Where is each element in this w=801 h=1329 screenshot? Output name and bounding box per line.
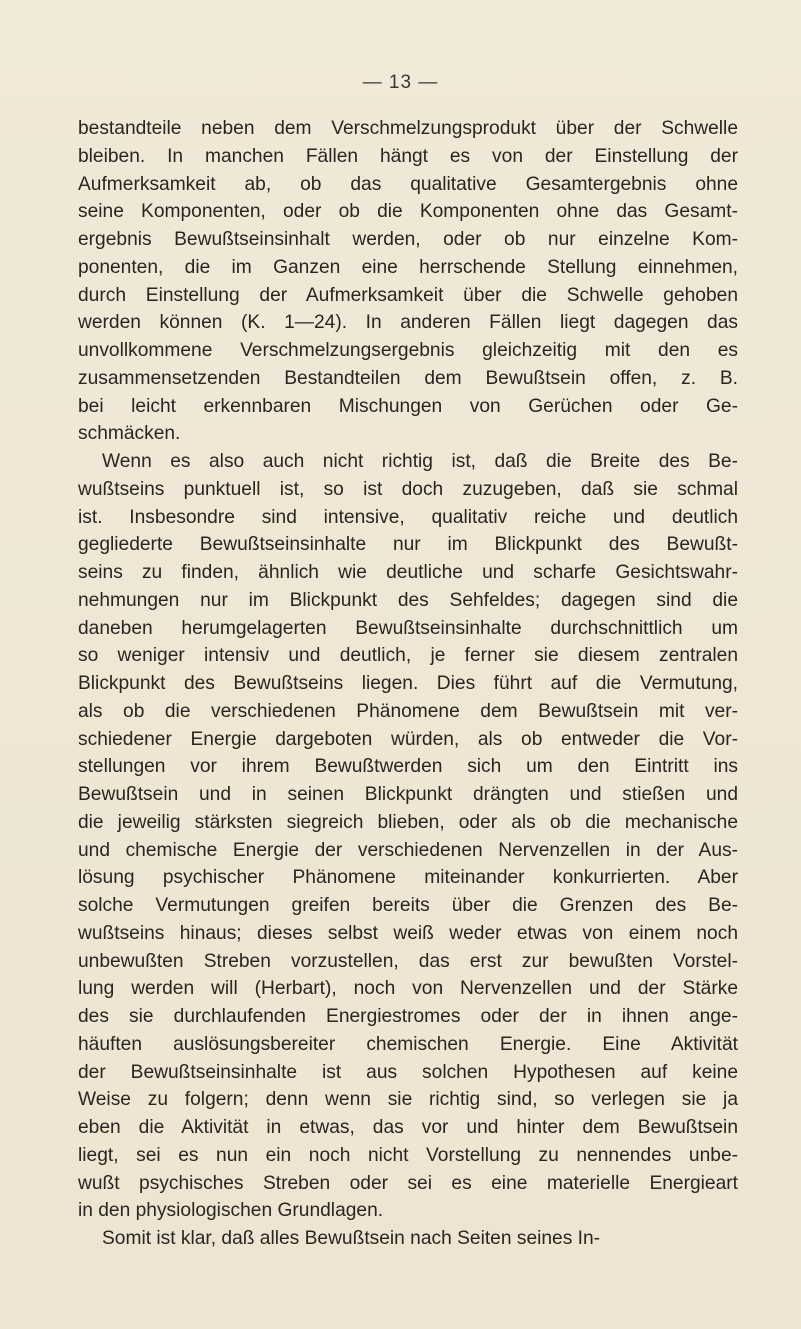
text-line: bleiben. In manchen Fällen hängt es von der Einstellung der <box>78 145 738 167</box>
text-line: zusammensetzenden Bestandteilen dem Bewußtsein offen, z. B. <box>78 367 738 389</box>
text-line: die jeweilig stärksten siegreich blieben, oder als ob die mechanische <box>78 811 738 833</box>
text-line: wußtseins punktuell ist, so ist doch zuzugeben, daß sie schmal <box>78 478 738 500</box>
page-number: — 13 — <box>362 72 439 93</box>
text-line: Blickpunkt des Bewußtseins liegen. Dies führt auf die Vermutung, <box>78 673 738 694</box>
text-line: werden können (K. 1—24). In anderen Fällen liegt dagegen das <box>78 312 738 334</box>
text-line: durch Einstellung der Aufmerksamkeit über die Schwelle gehoben <box>78 284 738 306</box>
text-line: ponenten, die im Ganzen eine herrschende Stellung einnehmen, <box>78 256 738 278</box>
text-line: so weniger intensiv und deutlich, je ferner sie diesem zentralen <box>78 645 738 667</box>
text-line: seine Komponenten, oder ob die Komponenten ohne das Gesamt- <box>78 201 738 223</box>
text-line: schmäcken. <box>78 423 181 445</box>
text-line: ergebnis Bewußtseinsinhalt werden, oder ob nur einzelne Kom- <box>78 229 738 250</box>
text-line: Somit ist klar, daß alles Bewußtsein nach Seiten seines In- <box>102 1228 601 1249</box>
text-line: bestandteile neben dem Verschmelzungsprodukt über der Schwelle <box>78 118 738 139</box>
text-line: gegliederte Bewußtseinsinhalte nur im Blickpunkt des Bewußt- <box>78 534 738 556</box>
text-line: liegt, sei es nun ein noch nicht Vorstellung zu nennendes unbe- <box>78 1144 738 1166</box>
text-line: Weise zu folgern; denn wenn sie richtig sind, so verlegen sie ja <box>78 1089 738 1111</box>
text-line: bei leicht erkennbaren Mischungen von Gerüchen oder Ge- <box>78 395 738 417</box>
text-line: Aufmerksamkeit ab, ob das qualitative Gesamtergebnis ohne <box>78 173 738 195</box>
text-line: Wenn es also auch nicht richtig ist, daß die Breite des Be- <box>102 451 738 472</box>
text-line: häuften auslösungsbereiter chemischen Energie. Eine Aktivität <box>78 1033 738 1055</box>
text-line: lung werden will (Herbart), noch von Nervenzellen und der Stärke <box>78 978 738 1000</box>
body-text <box>78 115 738 1253</box>
text-line: unvollkommene Verschmelzungsergebnis gleichzeitig mit den es <box>78 340 738 361</box>
text-line: als ob die verschiedenen Phänomene dem Bewußtsein mit ver- <box>78 700 738 722</box>
text-line: ist. Insbesondre sind intensive, qualitativ reiche und deutlich <box>78 506 738 528</box>
text-line: nehmungen nur im Blickpunkt des Sehfeldes; dagegen sind die <box>78 589 738 611</box>
text-line: solche Vermutungen greifen bereits über die Grenzen des Be- <box>78 895 738 916</box>
text-line: daneben herumgelagerten Bewußtseinsinhalte durchschnittlich um <box>78 617 738 639</box>
text-line: schiedener Energie dargeboten würden, als ob entweder die Vor- <box>78 728 738 750</box>
text-line: wußtseins hinaus; dieses selbst weiß weder etwas von einem noch <box>78 922 738 944</box>
text-line: und chemische Energie der verschiedenen Nervenzellen in der Aus- <box>78 839 738 861</box>
text-line: seins zu finden, ähnlich wie deutliche und scharfe Gesichtswahr- <box>78 562 738 583</box>
text-line: in den physiologischen Grundlagen. <box>78 1200 384 1222</box>
text-line: des sie durchlaufenden Energiestromes oder der in ihnen ange- <box>78 1006 738 1027</box>
text-line: der Bewußtseinsinhalte ist aus solchen Hypothesen auf keine <box>78 1061 738 1083</box>
text-line: unbewußten Streben vorzustellen, das erst zur bewußten Vorstel- <box>78 950 738 972</box>
text-line: wußt psychisches Streben oder sei es eine materielle Energieart <box>78 1172 738 1194</box>
text-line: lösung psychischer Phänomene miteinander konkurrierten. Aber <box>78 867 738 889</box>
text-line: stellungen vor ihrem Bewußtwerden sich um den Eintritt ins <box>78 756 738 778</box>
text-line: Bewußtsein und in seinen Blickpunkt drängten und stießen und <box>78 784 738 805</box>
text-line: eben die Aktivität in etwas, das vor und hinter dem Bewußtsein <box>78 1117 738 1138</box>
